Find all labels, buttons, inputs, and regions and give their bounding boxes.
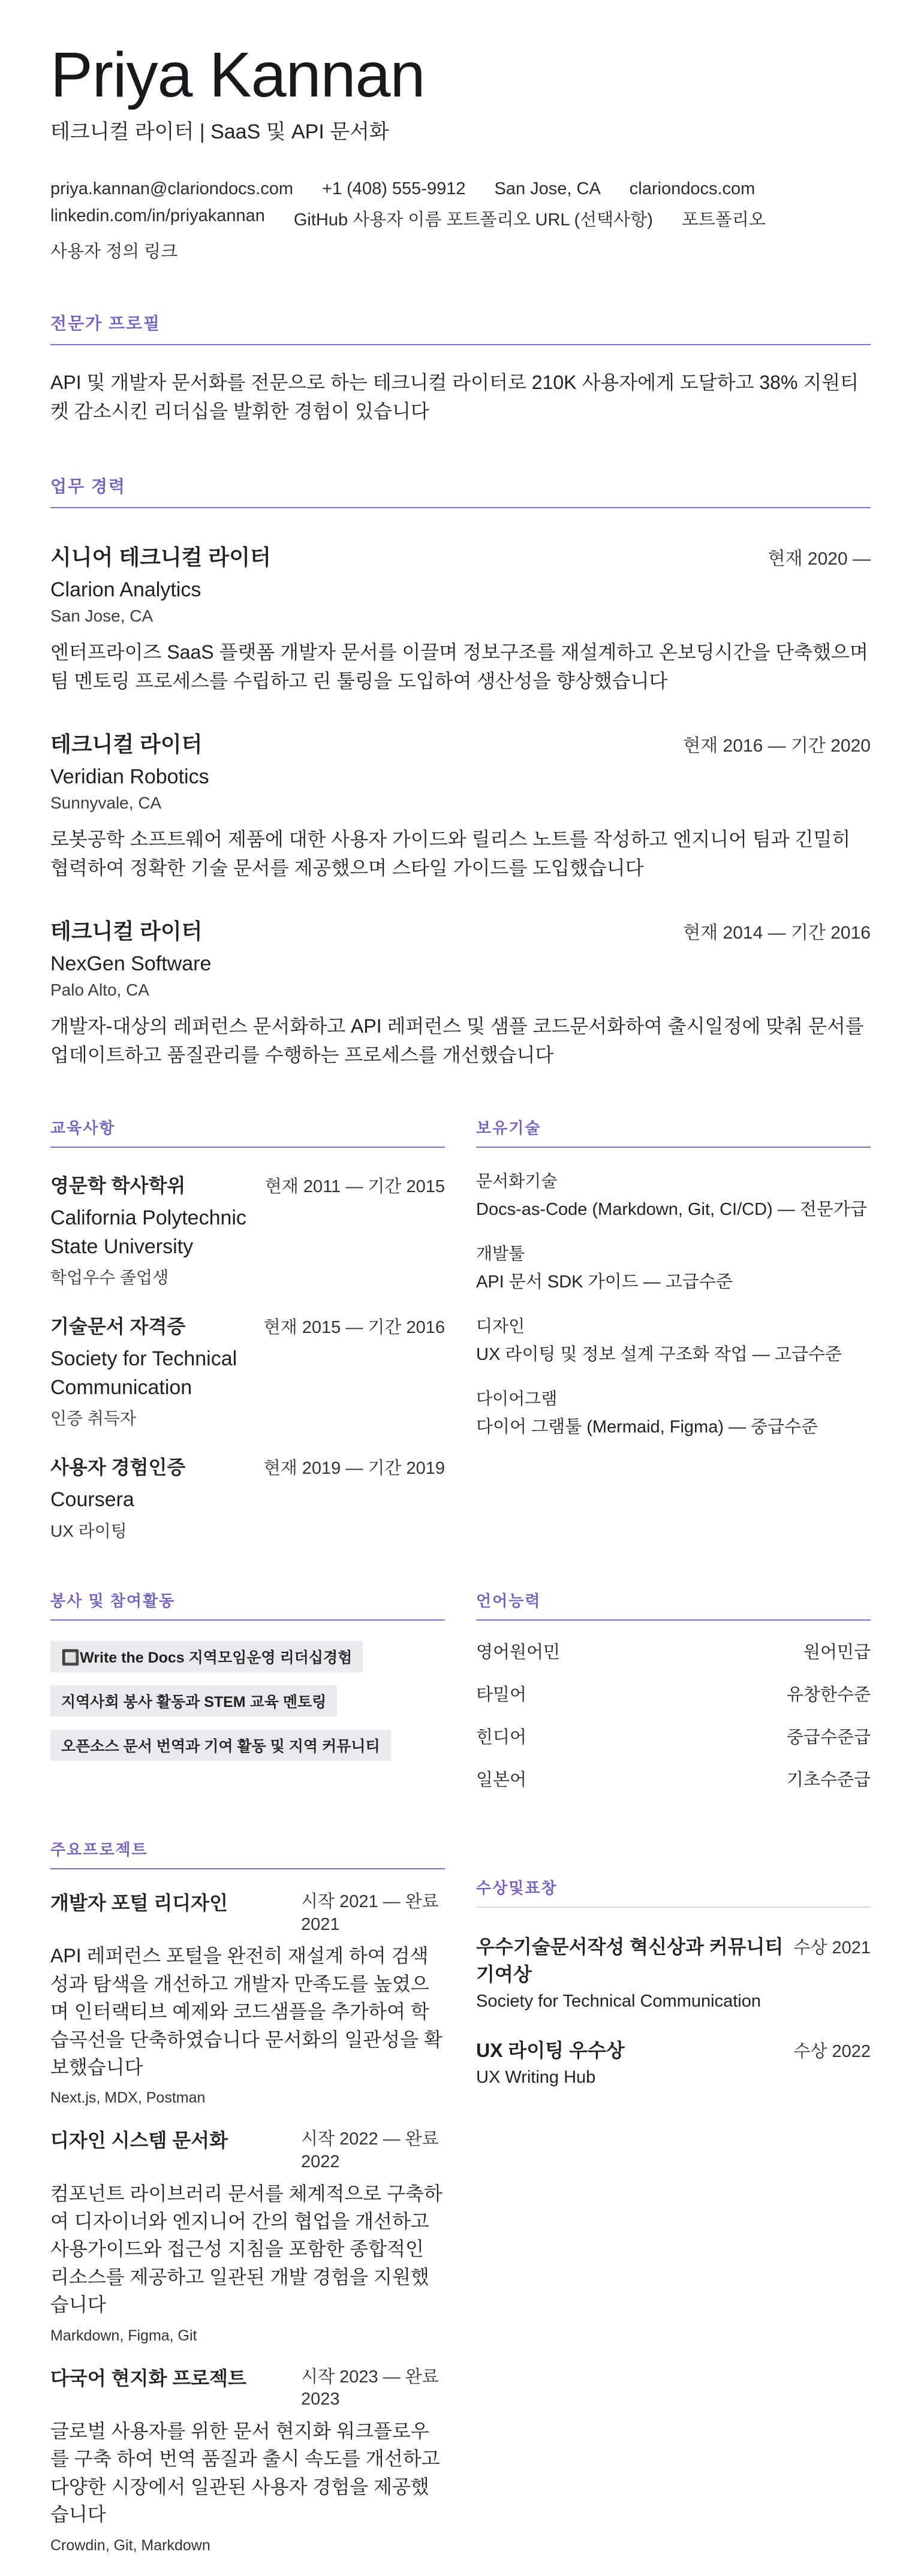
projects-awards-row bbox=[50, 1838, 871, 2554]
language-name: 일본어 bbox=[476, 1770, 527, 1790]
job-company: Veridian Robotics bbox=[50, 765, 209, 788]
skill-entry bbox=[476, 1241, 871, 1293]
languages-heading: 언어능력 bbox=[476, 1589, 871, 1621]
job-title: 테크니컬 라이터 bbox=[50, 732, 203, 756]
volunteer-languages-row bbox=[50, 1589, 871, 1791]
language-level: 기초수준급 bbox=[786, 1770, 871, 1790]
website-link[interactable]: clariondocs.com bbox=[629, 179, 756, 198]
volunteer-heading: 봉사 및 참여활동 bbox=[50, 1589, 445, 1621]
language-row bbox=[476, 1681, 871, 1706]
education-note: 학업우수 졸업생 bbox=[50, 1268, 169, 1287]
project-date: 시작 2023 — 완료 2023 bbox=[301, 2367, 439, 2409]
volunteer-tag: 지역사회 봉사 활동과 STEM 교육 멘토링 bbox=[50, 1685, 337, 1717]
language-level: 중급수준급 bbox=[786, 1727, 871, 1747]
language-row bbox=[476, 1639, 871, 1663]
job-description: 엔터프라이즈 SaaS 플랫폼 개발자 문서를 이끌며 정보구조를 재설계하고 온보딩시간을 단축했으며 팀 멘토링 프로세스를 수립하고 린 툴링을 도입하여 생산성을 향상했습니다 bbox=[50, 641, 868, 692]
skill-entry bbox=[476, 1168, 871, 1220]
education-entry bbox=[50, 1171, 445, 1289]
award-title: 우수기술문서작성 혁신상과 커뮤니티기여상 bbox=[476, 1935, 784, 1985]
project-title: 디자인 시스템 문서화 bbox=[50, 2129, 228, 2152]
job-title: 시니어 테크니컬 라이터 bbox=[50, 545, 271, 569]
award-entry bbox=[476, 1932, 871, 2011]
education-date: 현재 2011 — 기간 2015 bbox=[264, 1177, 445, 1196]
awards-heading: 수상및표창 bbox=[476, 1876, 871, 1908]
linkedin-link[interactable]: linkedin.com/in/priyakannan bbox=[50, 206, 265, 225]
project-date: 시작 2022 — 완료 2022 bbox=[301, 2129, 439, 2171]
location: San Jose, CA bbox=[494, 179, 601, 198]
volunteer-tag: 오픈소스 문서 번역과 기여 활동 및 지역 커뮤니티 bbox=[50, 1730, 391, 1761]
skill-category: 문서화기술 bbox=[476, 1172, 558, 1190]
education-date: 현재 2019 — 기간 2019 bbox=[263, 1459, 445, 1479]
award-date: 수상 2022 bbox=[793, 2041, 871, 2061]
job-entry bbox=[50, 915, 871, 1069]
language-level: 원어민급 bbox=[803, 1642, 871, 1662]
job-company: NexGen Software bbox=[50, 952, 212, 975]
contact-info bbox=[50, 179, 871, 263]
job-title: 테크니컬 라이터 bbox=[50, 919, 203, 943]
degree: 영문학 학사학위 bbox=[50, 1175, 186, 1196]
language-row bbox=[476, 1766, 871, 1791]
education-entry bbox=[50, 1452, 445, 1542]
volunteer-tag: 🔲Write the Docs 지역모임운영 리더십경험 bbox=[50, 1641, 363, 1672]
experience-section bbox=[50, 473, 871, 1069]
skill-value: API 문서 SDK 가이드 — 고급수준 bbox=[476, 1272, 733, 1292]
award-title: UX 라이팅 우수상 bbox=[476, 2039, 625, 2061]
skills-heading: 보유기술 bbox=[476, 1116, 871, 1148]
job-description: 로봇공학 소프트웨어 제품에 대한 사용자 가이드와 릴리스 노트를 작성하고 엔지니어 팀과 긴밀히 협력하여 정확한 기술 문서를 제공했으며 스타일 가이드를 도입했습니다 bbox=[50, 828, 851, 879]
school: Society for Technical Communication bbox=[50, 1347, 237, 1399]
degree: 기술문서 자격증 bbox=[50, 1316, 186, 1338]
skill-entry bbox=[476, 1386, 871, 1438]
language-name: 힌디어 bbox=[476, 1727, 527, 1747]
email-link[interactable]: priya.kannan@clariondocs.com bbox=[50, 179, 294, 198]
education-note: UX 라이팅 bbox=[50, 1521, 127, 1540]
project-description: 글로벌 사용자를 위한 문서 현지화 워크플로우를 구축 하여 번역 품질과 출시 속도를 개선하고 다양한 시장에서 일관된 사용자 경험을 제공했습니다 bbox=[50, 2420, 440, 2526]
project-title: 개발자 포털 리디자인 bbox=[50, 1892, 228, 1914]
job-description: 개발자-대상의 레퍼런스 문서화하고 API 레퍼런스 및 샘플 코드문서화하여 출시일정에 맞춰 문서를 업데이트하고 품질관리를 수행하는 프로세스를 개선했습니다 bbox=[50, 1015, 864, 1066]
candidate-name: Priya Kannan bbox=[50, 40, 425, 110]
skill-category: 개발툴 bbox=[476, 1244, 525, 1263]
projects-section bbox=[50, 1838, 445, 2554]
awards-section bbox=[476, 1876, 871, 2554]
education-heading: 교육사항 bbox=[50, 1116, 445, 1148]
education-date: 현재 2015 — 기간 2016 bbox=[263, 1318, 445, 1338]
projects-heading: 주요프로젝트 bbox=[50, 1838, 445, 1869]
language-level: 유창한수준 bbox=[786, 1685, 871, 1705]
degree: 사용자 경험인증 bbox=[50, 1456, 186, 1479]
language-row bbox=[476, 1724, 871, 1748]
summary-section bbox=[50, 310, 871, 426]
github-link[interactable]: GitHub 사용자 이름 포트폴리오 URL (선택사항) bbox=[293, 210, 653, 230]
job-company: Clarion Analytics bbox=[50, 578, 201, 601]
language-name: 영어원어민 bbox=[476, 1642, 561, 1662]
project-tech: Markdown, Figma, Git bbox=[50, 2327, 197, 2344]
job-location: San Jose, CA bbox=[50, 607, 154, 625]
project-description: API 레퍼런스 포털을 완전히 재설계 하여 검색성과 탐색을 개선하고 개발자 만족도를 높였으며 인터랙티브 예제와 코드샘플을 추가하여 학습곡선을 단축하였습니다 문서화의 일관성을 확보했습니다 bbox=[50, 1945, 443, 2078]
project-tech: Crowdin, Git, Markdown bbox=[50, 2536, 210, 2554]
project-entry bbox=[50, 2128, 445, 2344]
project-date: 시작 2021 — 완료 2021 bbox=[301, 1892, 439, 1934]
custom-link[interactable]: 사용자 정의 링크 bbox=[50, 242, 178, 261]
job-location: Sunnyvale, CA bbox=[50, 794, 162, 812]
phone-number[interactable]: +1 (408) 555-9912 bbox=[322, 179, 466, 198]
award-org: Society for Technical Communication bbox=[476, 1991, 761, 2011]
education-skills-row bbox=[50, 1116, 871, 1542]
project-entry bbox=[50, 1891, 445, 2107]
skills-section bbox=[476, 1116, 871, 1542]
job-date: 현재 2016 — 기간 2020 bbox=[683, 736, 871, 756]
school: California Polytechnic State University bbox=[50, 1206, 246, 1258]
job-date: 현재 2014 — 기간 2016 bbox=[683, 923, 871, 943]
education-note: 인증 취득자 bbox=[50, 1409, 137, 1428]
experience-heading: 업무 경력 bbox=[50, 473, 871, 508]
language-name: 타밀어 bbox=[476, 1685, 527, 1705]
skill-category: 다이어그램 bbox=[476, 1389, 558, 1408]
education-section bbox=[50, 1116, 445, 1542]
project-description: 컴포넌트 라이브러리 문서를 체계적으로 구축하여 디자이너와 엔지니어 간의 협업을 개선하고 사용가이드와 접근성 지침을 포함한 종합적인 리소스를 제공하고 일관된 개발 경험을 지원했습니다 bbox=[50, 2182, 443, 2316]
summary-text: API 및 개발자 문서화를 전문으로 하는 테크니컬 라이터로 210K 사용자에게 도달하고 38% 지원티켓 감소시킨 리더십을 발휘한 경험이 있습니다 bbox=[50, 372, 859, 422]
award-org: UX Writing Hub bbox=[476, 2067, 596, 2087]
education-entry bbox=[50, 1311, 445, 1429]
project-title: 다국어 현지화 프로젝트 bbox=[50, 2367, 246, 2389]
skill-entry bbox=[476, 1313, 871, 1365]
summary-heading: 전문가 프로필 bbox=[50, 310, 871, 345]
award-entry bbox=[476, 2035, 871, 2088]
volunteer-section bbox=[50, 1589, 445, 1791]
headline: 테크니컬 라이터 | SaaS 및 API 문서화 bbox=[50, 120, 389, 143]
skill-category: 디자인 bbox=[476, 1317, 525, 1335]
volunteer-tags bbox=[50, 1641, 445, 1774]
job-location: Palo Alto, CA bbox=[50, 981, 149, 999]
project-entry bbox=[50, 2366, 445, 2554]
job-date: 현재 2020 — bbox=[768, 549, 871, 569]
project-tech: Next.js, MDX, Postman bbox=[50, 2089, 206, 2107]
job-entry bbox=[50, 728, 871, 882]
school: Coursera bbox=[50, 1488, 134, 1512]
skill-value: Docs-as-Code (Markdown, Git, CI/CD) — 전문가급 bbox=[476, 1200, 867, 1219]
portfolio-link[interactable]: 포트폴리오 bbox=[681, 210, 766, 230]
skill-value: 다이어 그램툴 (Mermaid, Figma) — 중급수준 bbox=[476, 1417, 818, 1437]
award-date: 수상 2021 bbox=[793, 1938, 871, 1957]
job-entry bbox=[50, 541, 871, 695]
languages-section bbox=[476, 1589, 871, 1791]
skill-value: UX 라이팅 및 정보 설계 구조화 작업 — 고급수준 bbox=[476, 1345, 842, 1364]
